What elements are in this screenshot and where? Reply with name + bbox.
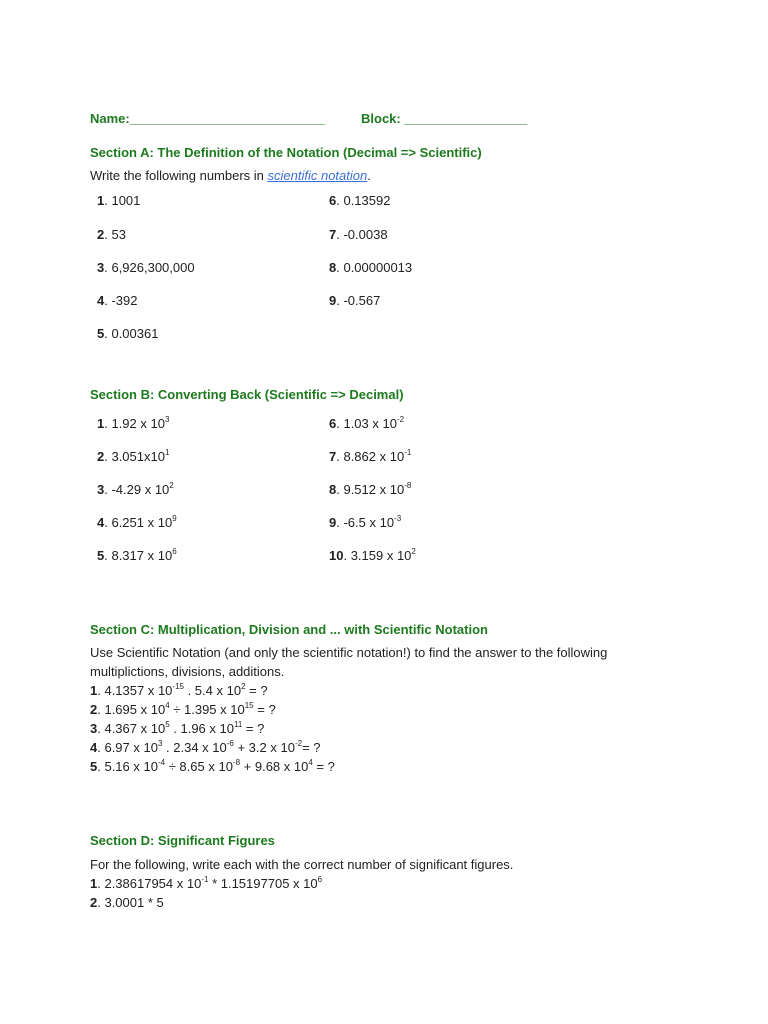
section-b-item: 10. 3.159 x $10^2$ [329,547,416,563]
section-c-problem: 1. 4.1357 x $10^{-15}$ . 5.4 x $10^2$ = ? [90,682,268,698]
section-d-problem: 1. 2.38617954 x $10^{-1} * 1.15197705$ x $10^6$ [90,875,323,891]
section-c-intro-2: multiplictions, divisions, additions. [90,664,285,679]
section-b-item: 7. 8.862 x $10^{-1}$ [329,448,412,464]
section-b-item: 3. -4.29 x $10^2$ [97,481,174,497]
section-b-item: 5. 8.317 x $10^6$ [97,547,177,563]
section-b-item: 9. -6.5 x $10^{-3}$ [329,514,402,530]
section-b-item: 1. 1.92 x $10^3$ [97,415,170,431]
section-c-problem: 3. 4.367 x $10^5$ . 1.96 x $10^{11}$ = ? [90,720,265,736]
section-d-title: Section D: Significant Figures [90,833,275,848]
section-a-intro [90,168,371,183]
section-a-item: 3. 6,926,300,000 [97,260,195,275]
section-a-intro-end: . [367,168,371,183]
section-b-item: 2. $3.051x10^1$ [97,448,170,464]
section-c-problem: 4. 6.97 x $10^3$ . 2.34 x $10^{-6} + 3.2$ x $10^{-2}=$ ? [90,739,321,755]
section-c-problem: 2. 1.695 x $10^4 \div 1.395$ x $10^{15}$ = ? [90,701,276,717]
section-d-problem: 2. 3.0001 * 5 [90,895,164,910]
section-c-body [90,643,607,776]
name-blank: ___________________________ [129,111,325,126]
section-d-intro: For the following, write each with the correct number of significant figures. [90,857,514,872]
section-a-item: 7. -0.0038 [329,227,388,242]
section-c-title: Section C: Multiplication, Division and ... with Scientific Notation [90,622,488,637]
name-label: Name: [90,111,130,126]
block-label: Block: [361,111,401,126]
section-d-body [90,855,513,912]
name-line [90,111,325,126]
scientific-notation-link[interactable]: scientific notation [267,168,368,183]
section-b-title: Section B: Converting Back (Scientific => Decimal) [90,387,404,402]
section-b-item: 4. 6.251 x $10^9$ [97,514,177,530]
section-b-item: 6. 1.03 x $10^{-2}$ [329,415,405,431]
section-a-item: 9. -0.567 [329,293,381,308]
block-line [361,111,527,126]
section-a-item: 2. 53 [97,227,126,242]
section-c-problem: 5. 5.16 x $10^{-4} \div 8.65$ x $10^{-8} + 9.68$ x $10^4$ = ? [90,758,335,774]
section-a-item: 1. 1001 [97,193,141,208]
section-a-title: Section A: The Definition of the Notation (Decimal => Scientific) [90,145,482,160]
section-b-item: 8. 9.512 x $10^{-8}$ [329,481,412,497]
section-a-item: 5. 0.00361 [97,326,159,341]
section-a-item: 6. 0.13592 [329,193,391,208]
section-a-item: 4. -392 [97,293,138,308]
section-c-intro-1: Use Scientific Notation (and only the scientific notation!) to find the answer to the following [90,645,608,660]
block-blank: _________________ [404,111,528,126]
section-a-intro-text: Write the following numbers in [90,168,268,183]
section-a-item: 8. 0.00000013 [329,260,413,275]
